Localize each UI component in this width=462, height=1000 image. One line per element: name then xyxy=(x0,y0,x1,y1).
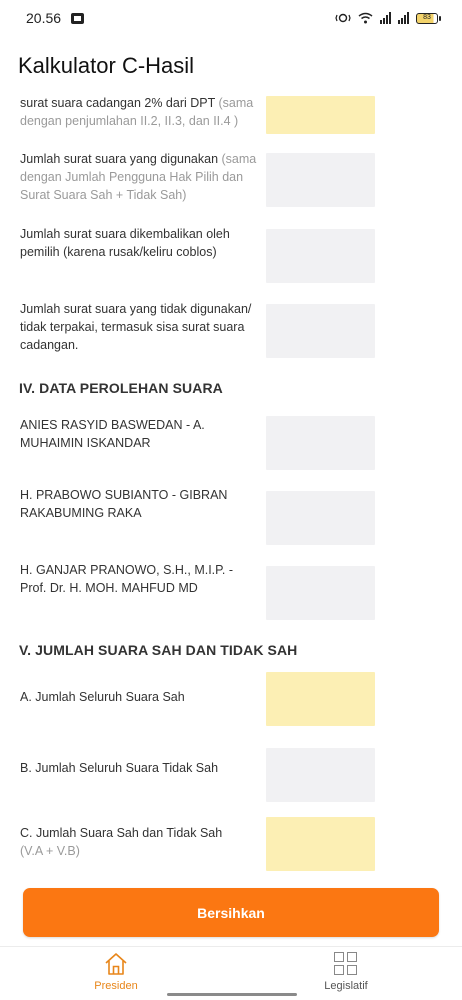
row-label: Jumlah surat suara yang digunakan (sama dengan Jumlah Pengguna Hak Pilih dan Surat Suara Sah + Tidak Sah) xyxy=(20,152,257,202)
clear-button[interactable]: Bersihkan xyxy=(23,888,439,937)
row-label: ANIES RASYID BASWEDAN - A. MUHAIMIN ISKANDAR xyxy=(20,418,205,450)
section-title: IV. DATA PEROLEHAN SUARA xyxy=(19,380,223,396)
number-input[interactable] xyxy=(266,491,375,545)
number-input[interactable] xyxy=(266,153,375,207)
nav-item-legislatif[interactable] xyxy=(286,951,406,992)
form-content[interactable] xyxy=(0,88,462,888)
home-icon xyxy=(103,951,129,977)
nav-label: Legislatif xyxy=(324,980,368,992)
row-label: Jumlah surat suara yang tidak digunakan/ tidak terpakai, termasuk sisa surat suara cadangan. xyxy=(20,302,252,352)
row-label: A. Jumlah Seluruh Suara Sah xyxy=(20,690,185,704)
computed-field xyxy=(266,96,375,134)
page-title: Kalkulator C-Hasil xyxy=(18,53,195,78)
clock: 20.56 xyxy=(26,10,62,26)
alarm-vibrate-icon xyxy=(335,12,351,24)
number-input[interactable] xyxy=(266,748,375,802)
nav-label: Presiden xyxy=(94,980,138,992)
computed-field xyxy=(266,672,375,726)
row-label: H. GANJAR PRANOWO, S.H., M.I.P. - Prof. Dr. H. MOH. MAHFUD MD xyxy=(20,563,233,595)
signal-icon xyxy=(380,12,391,24)
wifi-icon xyxy=(358,12,373,24)
row-label: surat suara cadangan 2% dari DPT (sama dengan penjumlahan II.2, II.3, dan II.4 ) xyxy=(20,96,254,128)
bottom-nav xyxy=(0,946,462,1000)
nav-item-presiden[interactable] xyxy=(56,951,176,992)
grid-icon xyxy=(333,951,359,977)
gesture-bar[interactable] xyxy=(167,993,297,996)
row-label: C. Jumlah Suara Sah dan Tidak Sah (V.A + V.B) xyxy=(20,826,223,858)
number-input[interactable] xyxy=(266,416,375,470)
notification-icon xyxy=(71,13,84,24)
section-title: V. JUMLAH SUARA SAH DAN TIDAK SAH xyxy=(19,642,298,658)
number-input[interactable] xyxy=(266,304,375,358)
number-input[interactable] xyxy=(266,566,375,620)
battery-icon: 83 xyxy=(416,13,438,24)
row-label: B. Jumlah Seluruh Suara Tidak Sah xyxy=(20,761,219,775)
status-bar xyxy=(0,0,462,36)
row-label: Jumlah surat suara dikembalikan oleh pemilih (karena rusak/keliru coblos) xyxy=(20,227,230,259)
row-label: H. PRABOWO SUBIANTO - GIBRAN RAKABUMING RAKA xyxy=(20,488,228,520)
signal-icon xyxy=(398,12,409,24)
number-input[interactable] xyxy=(266,229,375,283)
computed-field xyxy=(266,817,375,871)
